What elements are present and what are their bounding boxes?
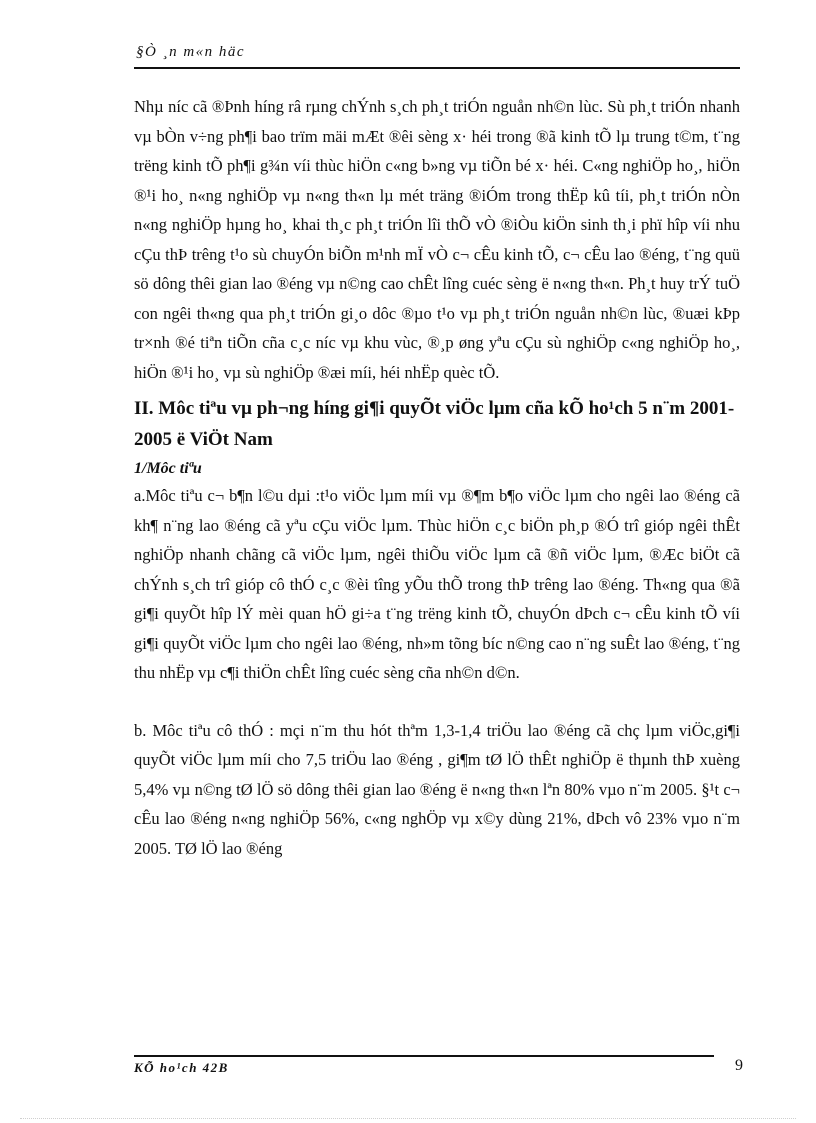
page-edge-divider — [20, 1118, 796, 1119]
subsection-heading: 1/Môc tiªu — [134, 460, 202, 477]
section-heading: II. Môc tiªu vµ ph¬ng híng gi¶i quyÕt viÖc lµm cña kÕ ho¹ch 5 n¨m 2001-2005 ë ViÖt Nam — [134, 398, 735, 450]
paragraph-intro: Nhµ níc cã ®Þnh híng râ rµng chÝnh s¸ch ph¸t triÓn nguån nh©n lùc. Sù ph¸t triÓn nhanh vµ bÒn v÷ng ph¶i bao trïm mäi mÆt ®êi sèng x· héi trong ®ã kinh tÕ lµ trung t©m, t¨ng trëng kinh tÕ ph¶i g¾n víi thùc hiÖn c«ng b»ng vµ tiÕn bé x· héi. C«ng nghiÖp ho¸, hiÖn ®¹i ho¸ n«ng nghiÖp vµ n«ng th«n lµ mét träng ®iÓm trong thËp kû tíi, ph¸t triÓn nÒn n«ng nghiÖp hµng ho¸ khai th¸c ph¸t triÓn lîi thÕ vÒ ®iÒu kiÖn sinh th¸i phï hîp víi nhu cÇu thÞ trêng t¹o sù chuyÓn biÕn m¹nh mÏ vÒ c¬ cÊu kinh tÕ, c¬ cÊu lao ®éng, t¨ng quü sö dông thêi gian lao ®éng vµ n©ng cao chÊt lîng cuéc sèng ë n«ng th«n. Ph¸t huy trÝ tuÖ con ngêi th«ng qua ph¸t triÓn gi¸o dôc ®µo t¹o vµ ph¸t triÓn nguån nh©n lùc, ®uæi kÞp tr×nh ®é tiªn tiÕn cña c¸c níc vµ khu vùc, ®¸p øng yªu cÇu sù nghiÖp c«ng nghiÖp ho¸, hiÖn ®¹i ho¸ vµ sù nghiÖp ®æi míi, héi nhËp quèc tÕ. — [134, 97, 740, 382]
footer-divider — [134, 1055, 714, 1057]
paragraph-spacer — [134, 688, 740, 716]
header-title: §Ò ¸n m«n häc — [136, 44, 246, 60]
footer-label: KÕ ho¹ch 42B — [134, 1060, 229, 1075]
paragraph-goal-b: b. Môc tiªu cô thÓ : mçi n¨m thu hót thªm 1,3-1,4 triÖu lao ®éng cã chç lµm viÖc,gi¶i quyÕt viÖc lµm míi cho 7,5 triÖu lao ®éng , gi¶m tØ lÖ thÊt nghiÖp ë thµnh thÞ xuèng 5,4% vµ n©ng tØ lÖ sö dông thêi gian lao ®éng ë n«ng th«n lªn 80% vµo n¨m 2005. §¹t c¬ cÊu lao ®éng n«ng nghiÖp 56%, c«ng nghÖp vµ x©y dùng 21%, dÞch vô 23% vµo n¨m 2005. TØ lÖ lao ®éng — [134, 720, 740, 858]
document-body — [134, 92, 740, 863]
page-number: 9 — [735, 1057, 743, 1074]
header-divider — [134, 67, 740, 69]
paragraph-goal-a: a.Môc tiªu c¬ b¶n l©u dµi :t¹o viÖc lµm míi vµ ®¶m b¶o viÖc lµm cho ngêi lao ®éng cã kh¶ n¨ng lao ®éng cã yªu cÇu viÖc lµm. Thùc hiÖn c¸c biÖn ph¸p ®Ó trî gióp ngêi thÊt nghiÖp nhanh chãng cã viÖc lµm, ngêi thiÕu viÖc lµm cã ®ñ viÖc lµm, ®Æc biÖt cã chÝnh s¸ch trî gióp cô thÓ c¸c ®èi tîng yÕu thÕ trong thÞ trêng lao ®éng. Th«ng qua ®ã gi¶i quyÕt hîp lÝ mèi quan hÖ gi÷a t¨ng trëng kinh tÕ, chuyÓn dÞch c¬ cÊu kinh tÕ víi gi¶i quyÕt viÖc lµm cho ngêi lao ®éng, nh»m tõng bíc n©ng cao n¨ng suÊt lao ®éng, t¨ng thu nhËp vµ c¶i thiÖn chÊt lîng cuéc sèng cña nh©n d©n. — [134, 486, 740, 682]
